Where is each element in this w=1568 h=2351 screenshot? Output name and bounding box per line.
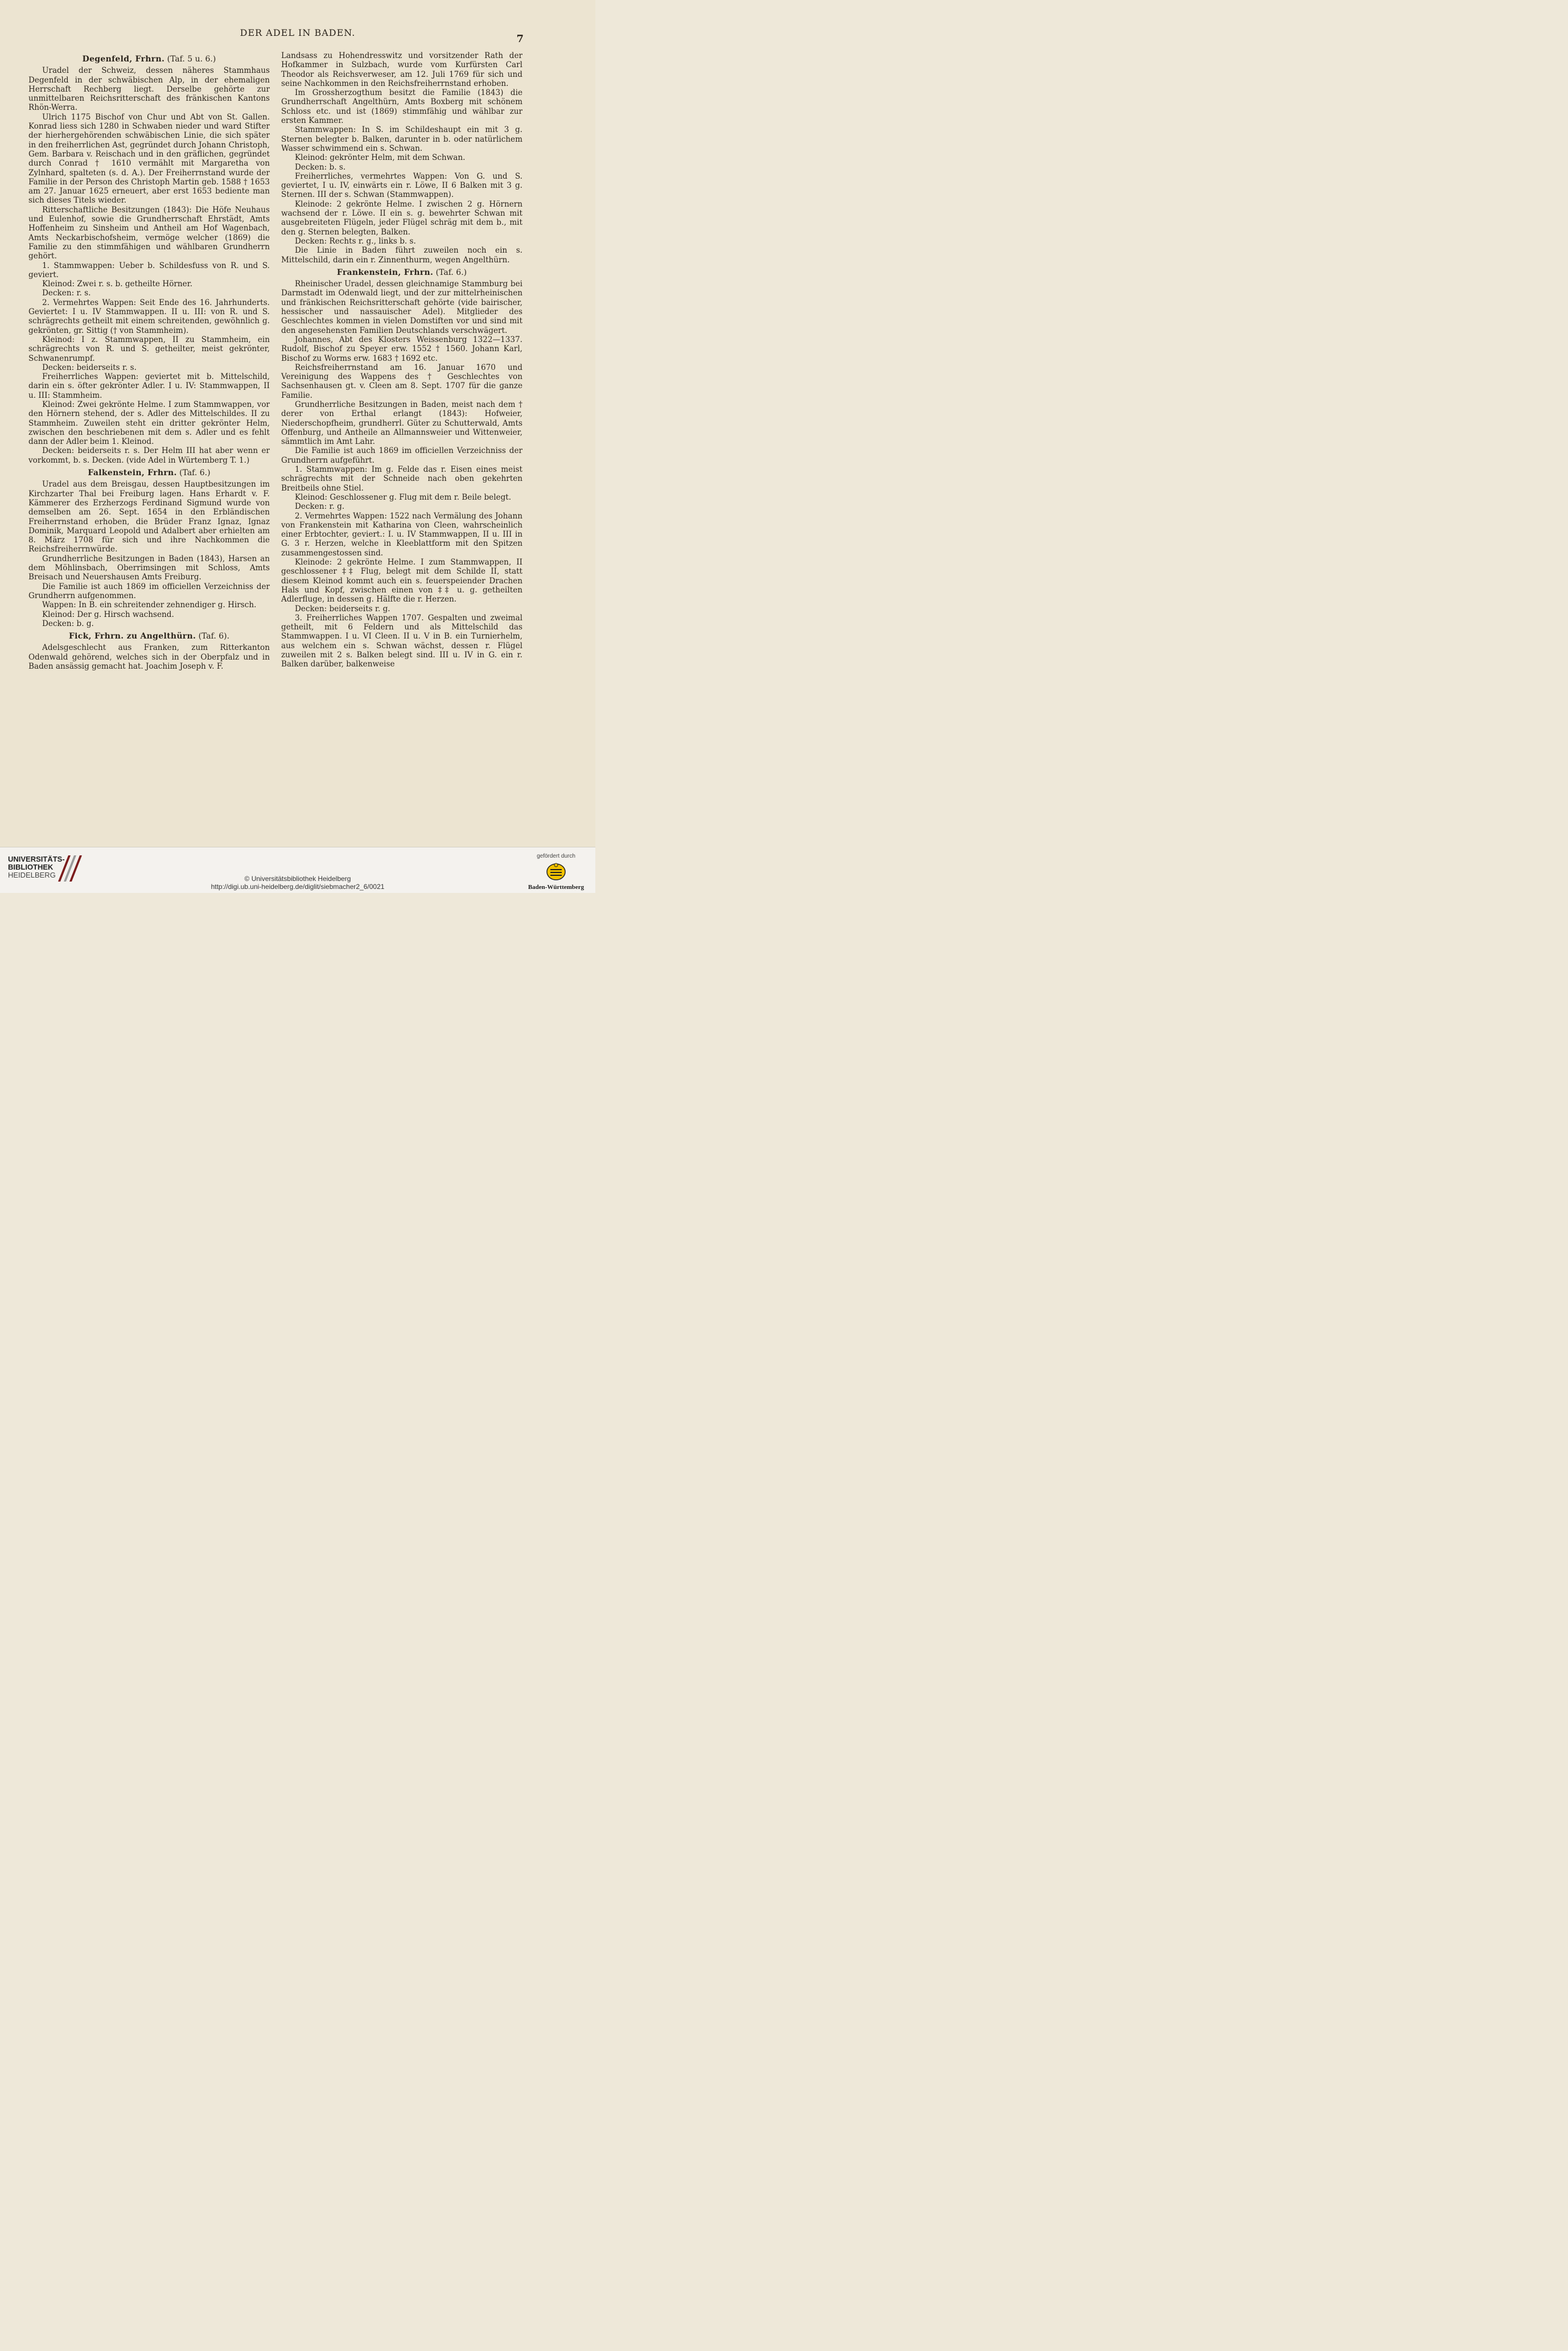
body-paragraph: Decken: beiderseits r. s. Der Helm III hat aber wenn er vorkommt, b. s. Decken. (vide Adel in Würtemberg T. 1.) xyxy=(28,446,270,465)
body-paragraph: Decken: b. g. xyxy=(42,619,94,628)
page-number: 7 xyxy=(516,33,524,45)
entry-heading xyxy=(28,632,270,641)
body-paragraph: Kleinod: Zwei r. s. b. getheilte Hörner. xyxy=(42,279,193,289)
plate-reference: (Taf. 6.) xyxy=(176,468,211,478)
logo-line-2: BIBLIOTHEK xyxy=(8,863,53,871)
body-paragraph: Decken: r. s. xyxy=(42,289,91,298)
body-paragraph: Uradel aus dem Breisgau, dessen Hauptbesitzungen im Kirchzarter Thal bei Freiburg lagen. Hans Erhardt v. F. Kämmerer des Erzherzogs Ferdinand Sigmund wurde von demselben am 26. Sept. 1654 in den Erbländischen Freiherrnstand erhoben, die Brüder Franz Ignaz, Ignaz Dominik, Marquard Leopold und Adalbert aber erhielten am 8. März 1708 für sich und ihre Nachkommen die Reichsfreiherrnwürde. xyxy=(28,480,270,554)
plate-reference: (Taf. 5 u. 6.) xyxy=(164,55,216,64)
left-text-column xyxy=(28,51,270,671)
copyright-block xyxy=(0,875,595,891)
sponsor-label: gefördert durch xyxy=(537,853,575,859)
body-paragraph: Grundherrliche Besitzungen in Baden, meist nach dem † derer von Erthal erlangt (1843): Hofweier, Niederschopfheim, grundherrl. Güter zu Schutterwald, Amts Offenburg, und Antheile an Allmannsweier und Wittenweier, sämmtlich im Amt Lahr. xyxy=(281,400,522,447)
body-paragraph: Kleinode: 2 gekrönte Helme. I zwischen 2 g. Hörnern wachsend der r. Löwe. II ein s. g. bewehrter Schwan mit ausgebreiteten Flügeln, jeder Flügel schräg mit dem b., mit den g. Sternen belegten, Balken. xyxy=(281,199,522,237)
body-paragraph: 2. Vermehrtes Wappen: Seit Ende des 16. Jahrhunderts. Geviertet: I u. IV Stammwappen. II u. III: von R. und S. schrägrechts getheilt mit einem schreitenden, gewöhnlich g. gekrönten, gr. Sittig († von Stammheim). xyxy=(28,298,270,335)
plate-reference: (Taf. 6.) xyxy=(433,267,467,277)
body-paragraph: Decken: r. g. xyxy=(295,502,345,512)
body-paragraph: Decken: b. s. xyxy=(295,162,346,172)
logo-line-3: HEIDELBERG xyxy=(8,871,56,879)
body-paragraph: Reichsfreiherrnstand am 16. Januar 1670 und Vereinigung des Wappens des † Geschlechtes von Sachsenhausen gt. v. Cleen am 8. Sept. 1707 für die ganze Familie. xyxy=(281,363,522,400)
body-paragraph: Wappen: In B. ein schreitender zehnendiger g. Hirsch. xyxy=(42,600,257,610)
body-paragraph: Im Grossherzogthum besitzt die Familie (1843) die Grundherrschaft Angelthürn, Amts Boxberg mit schönem Schloss etc. und ist (1869) stimmfähig und wählbar zur ersten Kammer. xyxy=(281,88,522,126)
state-crest-icon xyxy=(546,862,566,881)
entry-heading-name: Degenfeld, Frhrn. xyxy=(82,55,165,64)
scanned-page xyxy=(0,0,595,847)
body-paragraph: Grundherrliche Besitzungen in Baden (1843), Harsen an dem Möhlinsbach, Oberrimsingen mit Schloss, Amts Breisach und Neuershausen Amts Freiburg. xyxy=(28,554,270,582)
entry-heading-name: Falkenstein, Frhrn. xyxy=(88,468,177,478)
body-paragraph: Johannes, Abt des Klosters Weissenburg 1322—1337. Rudolf, Bischof zu Speyer erw. 1552 † 1560. Johann Karl, Bischof zu Worms erw. 1683 † 1692 etc. xyxy=(281,335,522,363)
body-paragraph: Kleinode: 2 gekrönte Helme. I zum Stammwappen, II geschlossener ‡‡ Flug, belegt mit dem Schilde II, statt diesem Kleinod kommt auch ein s. feuerspeiender Drachen Hals und Kopf, zwischen einen von ‡‡ u. g. getheilten Adlerfluge, in dessen g. Hälfte die r. Herzen. xyxy=(281,558,522,604)
body-paragraph: Adelsgeschlecht aus Franken, zum Ritterkanton Odenwald gehörend, welches sich in der Oberpfalz und in Baden ansässig gemacht hat. Joachim Joseph v. F. xyxy=(28,643,270,671)
body-paragraph: 1. Stammwappen: Im g. Felde das r. Eisen eines meist schrägrechts mit der Schneide nach oben gekehrten Breitbeils ohne Stiel. xyxy=(281,465,522,493)
logo-line-1: UNIVERSITÄTS- xyxy=(8,855,65,863)
plate-reference: (Taf. 6). xyxy=(196,632,230,641)
body-paragraph: Stammwappen: In S. im Schildeshaupt ein mit 3 g. Sternen belegter b. Balken, darunter in b. oder natürlichem Wasser schwimmend ein s. Schwan. xyxy=(281,125,522,153)
body-paragraph: Freiherrliches, vermehrtes Wappen: Von G. und S. geviertet, I u. IV, einwärts ein r. Löwe, II 6 Balken mit 3 g. Sternen. III der s. Schwan (Stammwappen). xyxy=(281,171,522,200)
entry-heading-name: Frankenstein, Frhrn. xyxy=(336,267,434,277)
body-paragraph: 1. Stammwappen: Ueber b. Schildesfuss von R. und S. geviert. xyxy=(28,261,270,279)
body-paragraph: Die Familie ist auch 1869 im officiellen Verzeichniss der Grundherrn aufgenommen. xyxy=(28,582,270,600)
body-paragraph: Ritterschaftliche Besitzungen (1843): Die Höfe Neuhaus und Eulenhof, sowie die Grundherrschaft Ehrstädt, Amts Hoffenheim zu Sinsheim und Antheil am Hof Wagenbach, Amts Neckarbischofsheim, vermöge welcher (1869) die Familie zu den stimmfähigen und wählbaren Grundherrn gehört. xyxy=(28,205,270,261)
body-paragraph: Kleinod: Der g. Hirsch wachsend. xyxy=(42,610,174,619)
running-header: DER ADEL IN BADEN. xyxy=(240,27,356,38)
body-paragraph: Rheinischer Uradel, dessen gleichnamige Stammburg bei Darmstadt im Odenwald liegt, und der zur mittelrheinischen und fränkischen Reichsritterschaft gehörte (vide bairischer, hessischer und nassauischer Adel). Mitglieder des Geschlechtes kommen in vielen Domstiften vor und sind mit den angesehensten Familien Deutschlands verschwägert. xyxy=(281,279,522,335)
body-paragraph: Die Linie in Baden führt zuweilen noch ein s. Mittelschild, darin ein r. Zinnenthurm, wegen Angelthürn. xyxy=(281,246,522,265)
body-paragraph: Kleinod: Zwei gekrönte Helme. I zum Stammwappen, vor den Hörnern stehend, der s. Adler des Mittelschildes. II zu Stammheim. Zuweilen steht ein dritter gekrönter Helm, zwischen den beschriebenen mit dem s. Adler und es fehlt dann der Adler beim 1. Kleinod. xyxy=(28,400,270,447)
body-paragraph: Kleinod: Geschlossener g. Flug mit dem r. Beile belegt. xyxy=(295,492,512,502)
sponsor-block xyxy=(525,853,587,891)
body-paragraph: Die Familie ist auch 1869 im officiellen Verzeichniss der Grundherrn aufgeführt. xyxy=(281,446,522,465)
permalink-url[interactable]: http://digi.ub.uni-heidelberg.de/diglit/siebmacher2_6/0021 xyxy=(211,883,385,891)
sponsor-name: Baden-Württemberg xyxy=(528,884,585,891)
viewer-footer xyxy=(0,847,595,893)
body-paragraph: Decken: Rechts r. g., links b. s. xyxy=(295,236,416,246)
body-paragraph: Landsass zu Hohendresswitz und vorsitzender Rath der Hofkammer in Sulzbach, wurde vom Kurfürsten Carl Theodor als Reichsverweser, am 12. Juli 1769 für sich und seine Nachkommen in den Reichsfreiherrnstand erhoben. xyxy=(281,51,522,88)
body-paragraph: Ulrich 1175 Bischof von Chur und Abt von St. Gallen. Konrad liess sich 1280 in Schwaben nieder und ward Stifter der hierhergehörenden schwäbischen Linie, die sich später in den freiherrlichen Ast, gegründet durch Johann Christoph, Gem. Barbara v. Reischach und in den gräflichen, gegründet durch Conrad † 1610 vermählt mit Margaretha von Zylnhard, spalteten (s. d. A.). Der Freiherrnstand wurde der Familie in der Person des Christoph Martin geb. 1588 † 1653 am 27. Januar 1625 erneuert, aber erst 1653 bediente man sich dieses Titels wieder. xyxy=(28,112,270,205)
body-paragraph: Decken: beiderseits r. s. xyxy=(42,363,137,372)
body-paragraph: 3. Freiherrliches Wappen 1707. Gespalten und zweimal getheilt, mit 6 Feldern und als Mittelschild das Stammwappen. I u. VI Cleen. II u. V in B. ein Turnierhelm, aus welchem ein s. Schwan wächst, dessen r. Flügel zuweilen mit 2 s. Balken belegt sind. III u. IV in G. ein r. Balken darüber, balkenweise xyxy=(281,613,522,669)
body-paragraph: Uradel der Schweiz, dessen näheres Stammhaus Degenfeld in der schwäbischen Alp, in der ehemaligen Herrschaft Rechberg liegt. Derselbe gehörte zur unmittelbaren Reichsritterschaft des fränkischen Kantons Rhön-Werra. xyxy=(28,66,270,113)
body-paragraph: Kleinod: I z. Stammwappen, II zu Stammheim, ein schrägrechts von R. und S. getheilter, meist gekrönter, Schwanenrumpf. xyxy=(28,335,270,363)
body-paragraph: Decken: beiderseits r. g. xyxy=(295,604,390,614)
right-text-column xyxy=(281,51,522,669)
copyright-text: © Universitätsbibliothek Heidelberg xyxy=(244,875,351,883)
entry-heading xyxy=(28,55,270,64)
body-paragraph: 2. Vermehrtes Wappen: 1522 nach Vermälung des Johann von Frankenstein mit Katharina von Cleen, wahrscheinlich einer Erbtochter, geviert.: I. u. IV Stammwappen, II u. III in G. 3 r. Herzen, welche in Kleeblattform mit den Spitzen zusammengestossen sind. xyxy=(281,511,522,558)
body-paragraph: Kleinod: gekrönter Helm, mit dem Schwan. xyxy=(295,153,466,163)
entry-heading-name: Fick, Frhrn. zu Angelthürn. xyxy=(68,632,196,641)
body-paragraph: Freiherrliches Wappen: geviertet mit b. Mittelschild, darin ein s. öfter gekrönter Adler. I u. IV: Stammwappen, II u. III: Stammheim. xyxy=(28,372,270,400)
entry-heading xyxy=(28,468,270,477)
entry-heading xyxy=(281,268,522,277)
